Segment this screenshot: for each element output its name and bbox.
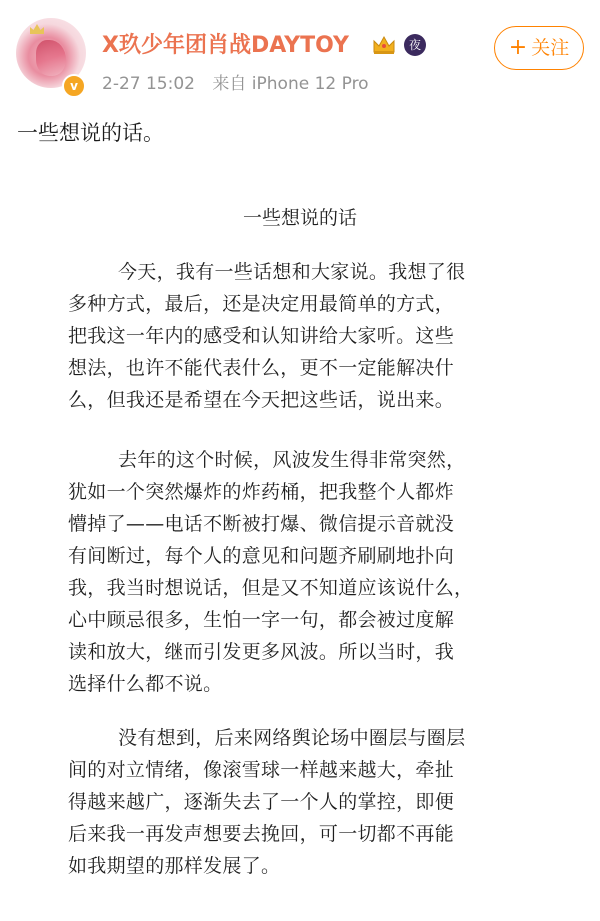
letter-paragraph bbox=[68, 722, 548, 882]
letter-line: 读和放大，继而引发更多风波。所以当时，我 bbox=[68, 641, 455, 663]
letter-line: 么，但我还是希望在今天把这些话，说出来。 bbox=[68, 389, 455, 411]
plus-icon: + bbox=[508, 35, 528, 60]
follow-label: 关注 bbox=[531, 37, 570, 59]
letter-line: 我，我当时想说话，但是又不知道应该说什么， bbox=[68, 577, 474, 599]
post-text: 一些想说的话。 bbox=[17, 121, 164, 145]
letter-line: 如我期望的那样发展了。 bbox=[68, 855, 281, 877]
letter-image[interactable] bbox=[0, 178, 600, 921]
letter-line: 想法，也许不能代表什么，更不一定能解决什 bbox=[68, 357, 455, 379]
letter-line: 懵掉了——电话不断被打爆、微信提示音就没 bbox=[68, 513, 455, 535]
post-header bbox=[0, 0, 600, 110]
avatar-artwork bbox=[36, 40, 66, 76]
letter-line: 没有想到，后来网络舆论场中圈层与圈层 bbox=[118, 727, 466, 749]
letter-line: 心中顾忌很多，生怕一字一句，都会被过度解 bbox=[68, 609, 455, 631]
letter-line: 间的对立情绪，像滚雪球一样越来越大，牵扯 bbox=[68, 759, 455, 781]
verified-badge-icon: v bbox=[62, 74, 86, 98]
letter-line: 后来我一再发声想要去挽回，可一切都不再能 bbox=[68, 823, 455, 845]
letter-line: 犹如一个突然爆炸的炸药桶，把我整个人都炸 bbox=[68, 481, 455, 503]
letter-line: 有间断过，每个人的意见和问题齐刷刷地扑向 bbox=[68, 545, 455, 567]
letter-line: 多种方式，最后，还是决定用最简单的方式， bbox=[68, 293, 455, 315]
letter-title: 一些想说的话 bbox=[242, 207, 357, 229]
username[interactable]: X玖少年团肖战DAYTOY bbox=[102, 33, 349, 58]
letter-line: 选择什么都不说。 bbox=[68, 673, 223, 695]
letter-line: 把我这一年内的感受和认知讲给大家听。这些 bbox=[68, 325, 455, 347]
letter-line: 今天，我有一些话想和大家说。我想了很 bbox=[118, 261, 466, 283]
night-mode-badge-icon: 夜 bbox=[404, 34, 426, 56]
follow-button[interactable] bbox=[494, 26, 584, 70]
avatar-crown-decoration bbox=[30, 24, 44, 34]
post-timestamp: 2-27 15:02 bbox=[102, 74, 195, 94]
post-meta bbox=[102, 72, 369, 96]
letter-line: 去年的这个时候，风波发生得非常突然， bbox=[118, 449, 466, 471]
crown-icon bbox=[372, 34, 396, 56]
letter-line: 得越来越广，逐渐失去了一个人的掌控，即便 bbox=[68, 791, 455, 813]
letter-paragraph bbox=[68, 444, 548, 700]
letter-paragraph bbox=[68, 256, 548, 416]
post-source: 来自 iPhone 12 Pro bbox=[212, 74, 369, 94]
